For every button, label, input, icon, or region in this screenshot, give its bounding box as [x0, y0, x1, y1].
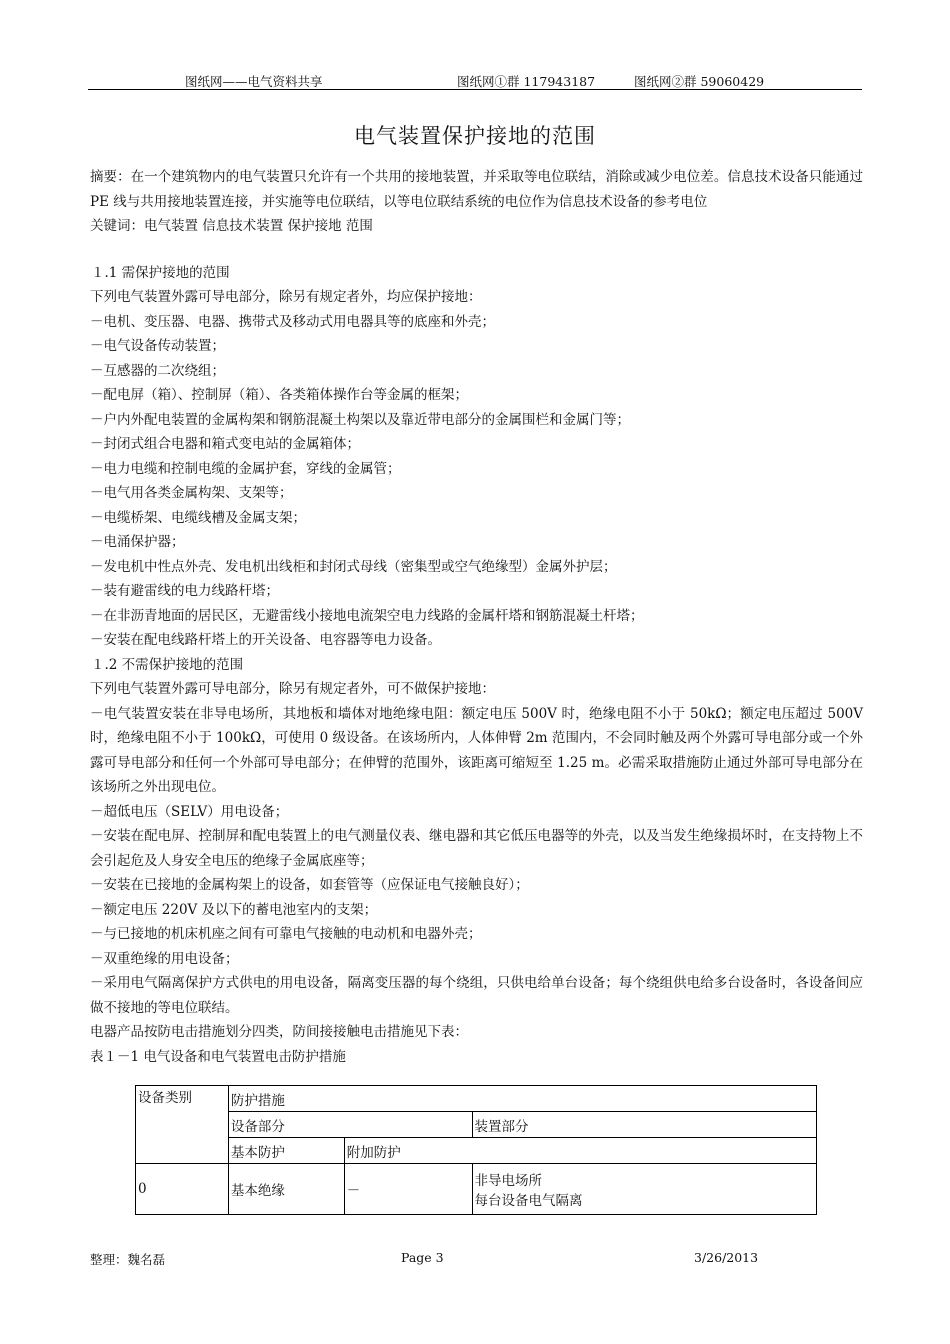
table-caption: 表１－1 电气设备和电气装置电击防护措施 — [90, 1048, 346, 1065]
list-item: －额定电压 220V 及以下的蓄电池室内的支架； — [90, 901, 378, 918]
header-cell-measures: 防护措施 — [228, 1086, 816, 1112]
list-item: －电气用各类金属构架、支架等； — [90, 485, 293, 501]
header-cell-device-part: 设备部分 — [228, 1112, 472, 1138]
header-group-1: 图纸网①群 117943187 — [457, 74, 596, 89]
list-item: －安装在已接地的金属构架上的设备，如套管等（应保证电气接触良好）； — [90, 877, 529, 893]
cell-additional: － — [344, 1164, 472, 1215]
header-cell-basic-protection: 基本防护 — [228, 1138, 344, 1164]
list-item: －安装在配电屏、控制屏和配电装置上的电气测量仪表、继电器和其它低压电器等的外壳，以及当发生绝缘损坏时，在支持物上不会引起危及人身安全电压的绝缘子金属底座等； — [90, 828, 863, 869]
cell-category: 0 — [136, 1164, 229, 1215]
list-item: －封闭式组合电器和箱式变电站的金属箱体； — [90, 436, 360, 452]
list-item: －发电机中性点外壳、发电机出线柜和封闭式母线（密集型或空气绝缘型）金属外护层； — [90, 558, 617, 575]
header-group-2: 图纸网②群 59060429 — [634, 74, 765, 89]
cell-basic: 基本绝缘 — [228, 1164, 344, 1215]
section-1-intro: 下列电气装置外露可导电部分，除另有规定者外，均应保护接地： — [90, 289, 482, 305]
header-cell-category: 设备类别 — [136, 1086, 229, 1164]
list-item: －双重绝缘的用电设备； — [90, 950, 239, 967]
list-item: －采用电气隔离保护方式供电的用电设备，隔离变压器的每个绕组，只供电给单台设备；每个绕组供电给多台设备时，各设备间应做不接地的等电位联结。 — [90, 975, 863, 1016]
footer-page-number: Page 3 — [401, 1250, 444, 1265]
list-item: －超低电压（SELV）用电设备； — [90, 803, 289, 820]
protection-table — [135, 1085, 817, 1215]
cell-install-line: 每台设备电气隔离 — [474, 1193, 583, 1209]
header-site-name: 图纸网——电气资料共享 — [185, 74, 323, 89]
keywords-line: 关键词：电气装置 信息技术装置 保护接地 范围 — [90, 218, 373, 234]
section-2-intro: 下列电气装置外露可导电部分，除另有规定者外，可不做保护接地： — [90, 681, 495, 697]
list-item: －电力电缆和控制电缆的金属护套，穿线的金属管； — [90, 460, 401, 477]
list-item: －互感器的二次绕组； — [90, 362, 225, 379]
section-1-heading: １.1 需保护接地的范围 — [91, 264, 230, 281]
list-item: －电气装置安装在非导电场所，其地板和墙体对地绝缘电阻：额定电压 500V 时，绝缘电阻不小于 50kΩ；额定电压超过 500V 时，绝缘电阻不小于 100kΩ，可使用 0 级设备。在该场所内，人体伸臂 2m 范围内，不会同时触及两个外露可导电部分或一个外露可导电部分和任何一个外部可导电部分；在伸臂的范围外，该距离可缩短至 1.25 m。必需采取措施防止通过外部可导电部分在该场所之外出现电位。 — [90, 705, 863, 795]
section-2-closing: 电器产品按防电击措施划分四类，防间接接触电击措施见下表： — [90, 1024, 468, 1040]
cell-install — [472, 1164, 816, 1215]
list-item: －配电屏（箱）、控制屏（箱）、各类箱体操作台等金属的框架； — [90, 387, 468, 403]
abstract-paragraph: 摘要：在一个建筑物内的电气装置只允许有一个共用的接地装置，并采取等电位联结，消除或减少电位差。信息技术设备只能通过 PE 线与共用接地装置连接，并实施等电位联结，以等电位联结系统的电位作为信息技术设备的参考电位 — [90, 169, 863, 210]
document-body — [90, 165, 863, 1069]
page-footer — [90, 1250, 770, 1270]
cell-install-line: 非导电场所 — [474, 1173, 543, 1189]
footer-author: 整理：魏名磊 — [90, 1252, 166, 1267]
list-item: －电涌保护器； — [90, 534, 185, 550]
header-cell-install-part: 装置部分 — [472, 1112, 816, 1138]
header-cell-additional-protection: 附加防护 — [344, 1138, 816, 1164]
list-item: －在非沥青地面的居民区，无避雷线小接地电流架空电力线路的金属杆塔和钢筋混凝土杆塔； — [90, 607, 644, 624]
list-item: －安装在配电线路杆塔上的开关设备、电容器等电力设备。 — [90, 632, 441, 648]
section-2-heading: １.2 不需保护接地的范围 — [91, 656, 244, 673]
list-item: －与已接地的机床机座之间有可靠电气接触的电动机和电器外壳； — [90, 926, 482, 942]
list-item: －电缆桥架、电缆线槽及金属支架； — [90, 509, 306, 526]
table-row — [136, 1164, 817, 1215]
list-item: －电机、变压器、电器、携带式及移动式用电器具等的底座和外壳； — [90, 313, 495, 330]
list-item: －装有避雷线的电力线路杆塔； — [90, 583, 279, 599]
page-header — [88, 72, 862, 90]
list-item: －户内外配电装置的金属构架和钢筋混凝土构架以及靠近带电部分的金属围栏和金属门等； — [90, 411, 630, 428]
document-title: 电气装置保护接地的范围 — [354, 124, 596, 148]
footer-date: 3/26/2013 — [694, 1250, 759, 1265]
list-item: －电气设备传动装置； — [90, 338, 225, 354]
